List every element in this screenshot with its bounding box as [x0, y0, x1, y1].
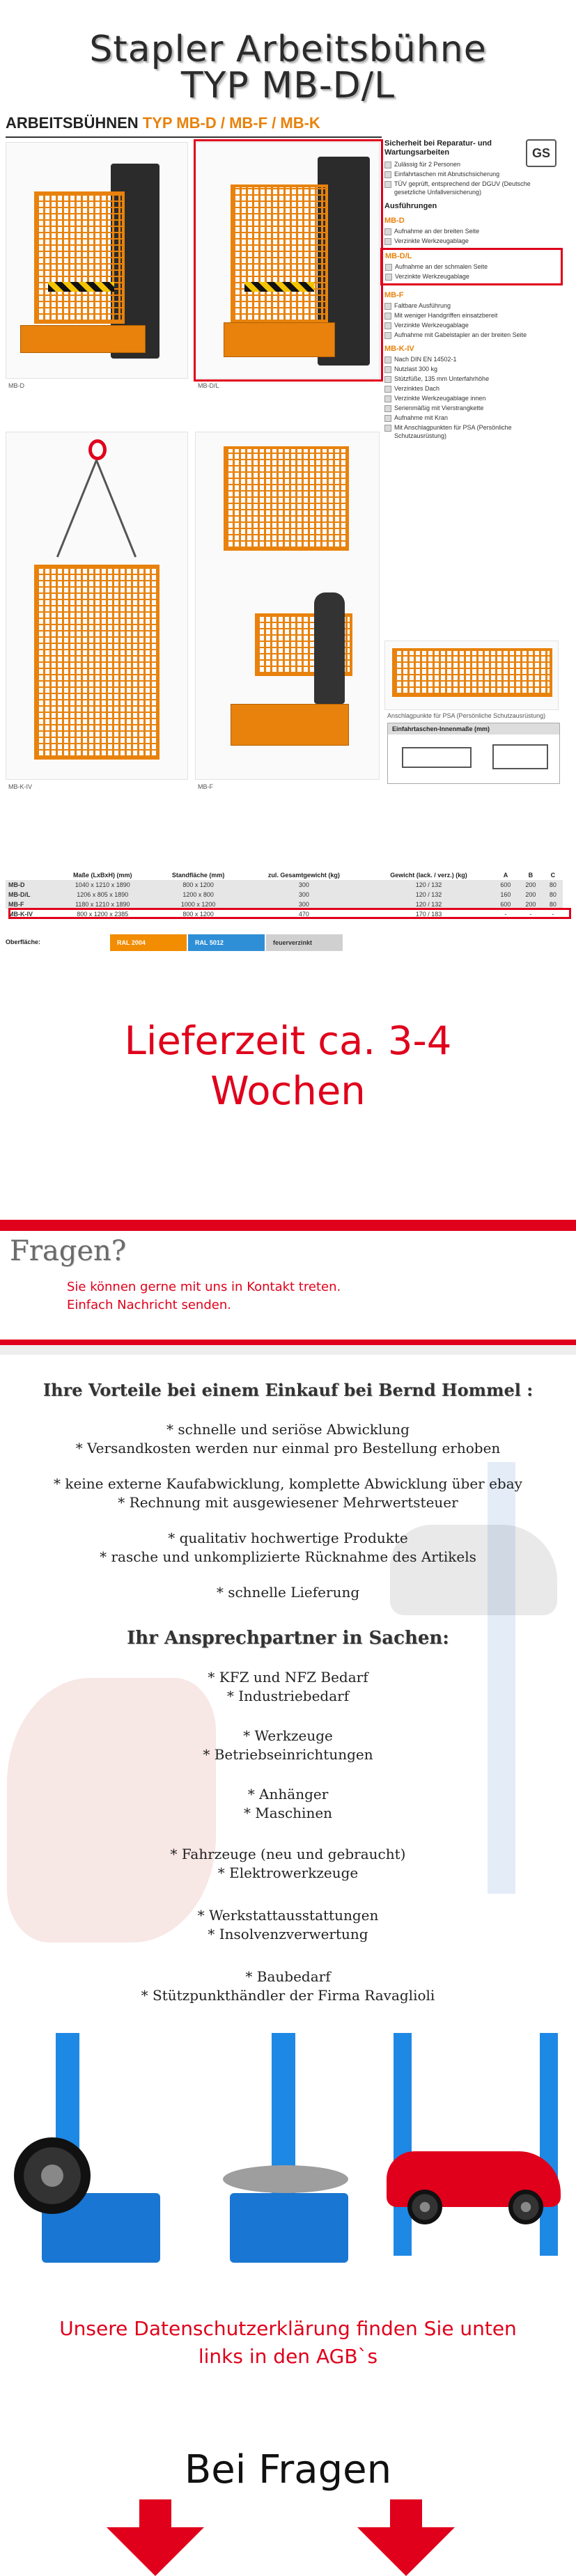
detail-caption: Anschlagpunkte für PSA (Persönliche Schutzausrüstung) — [387, 712, 546, 719]
photo-mb-d — [6, 142, 188, 389]
table-cell: 1040 x 1210 x 1890 — [52, 880, 153, 890]
cage-image — [34, 191, 125, 324]
partner-item: * Industriebedarf — [226, 1688, 350, 1704]
title-line-1: Stapler Arbeitsbühne — [89, 29, 487, 70]
benefit-item: * qualitativ hochwertige Produkte — [168, 1530, 408, 1546]
spec-item: Stützfüße, 135 mm Unterfahrhöhe — [384, 375, 559, 383]
benefits-heading: Ihre Vorteile bei einem Einkauf bei Bernd Hommel : — [42, 1380, 534, 1400]
table-cell: 200 — [518, 890, 543, 900]
worker-image — [314, 592, 345, 704]
dimension-drawing — [387, 723, 560, 784]
privacy-line-1: Unsere Datenschutzerklärung finden Sie unten — [59, 2317, 517, 2340]
surface-finish-row — [6, 933, 563, 952]
spec-item: Verzinktes Dach — [384, 384, 559, 393]
delivery-time-line-2: Wochen — [210, 1069, 366, 1114]
spec-heading: Sicherheit bei Reparatur- und Wartungsarbeiten — [384, 139, 492, 157]
section-mb-f-label: MB-F — [384, 291, 404, 299]
benefits-group — [0, 1420, 576, 1458]
bei-fragen-heading: Bei Fragen — [184, 2447, 392, 2492]
photo-mb-k-iv — [6, 432, 188, 790]
benefit-item: * keine externe Kaufabwicklung, komplette Abwicklung über ebay — [54, 1475, 522, 1492]
crane-hook-image — [88, 439, 107, 460]
photo-caption: MB-D — [8, 382, 24, 389]
benefit-item: * schnelle Lieferung — [216, 1584, 360, 1601]
spec-item: Zulässig für 2 Personen — [384, 160, 559, 168]
table-header: Gewicht (lack. / verz.) (kg) — [390, 872, 467, 879]
table-cell: 300 — [244, 900, 364, 909]
delivery-time-line-1: Lieferzeit ca. 3-4 — [124, 1019, 452, 1064]
cage-detail-image — [392, 648, 552, 697]
table-cell: 470 — [298, 911, 309, 918]
benefits-group — [0, 1583, 576, 1602]
photo-mb-f — [195, 432, 380, 790]
fragen-text — [67, 1278, 341, 1314]
table-cell: MB-D — [6, 880, 52, 890]
chain-image — [95, 460, 137, 557]
partner-item: * Baubedarf — [245, 1968, 331, 1985]
section-mb-d-label: MB-D — [384, 217, 405, 225]
ausfuehrungen-heading: Ausführungen — [384, 202, 437, 210]
divider-red — [0, 1220, 576, 1231]
cage-image — [34, 565, 159, 760]
spec-column — [384, 139, 559, 441]
partner-item: * Elektrowerkzeuge — [217, 1864, 359, 1881]
spec-item: Serienmäßig mit Vierstrangkette — [384, 404, 559, 412]
table-cell: 800 x 1200 — [153, 880, 243, 890]
benefits-group — [0, 1475, 576, 1512]
table-cell: - — [529, 911, 532, 918]
spec-item: Mit weniger Handgriffen einsatzbereit — [384, 311, 559, 320]
table-cell: 1000 x 1200 — [153, 900, 243, 909]
partner-item: * Maschinen — [243, 1805, 333, 1821]
partner-group — [0, 1845, 576, 1883]
spec-item: Faltbare Ausführung — [384, 301, 559, 310]
table-header: Standfläche (mm) — [171, 872, 225, 879]
benefit-item: * rasche und unkomplizierte Rücknahme des Artikels — [100, 1548, 476, 1565]
table-header-row — [6, 870, 563, 880]
table-cell: 170 / 183 — [415, 911, 442, 918]
spec-item: Verzinkte Werkzeugablage — [384, 321, 559, 329]
dimension-drawing-title: Einfahrtaschen-Innenmaße (mm) — [388, 723, 559, 735]
fragen-heading: Fragen? — [10, 1235, 127, 1267]
table-cell: 600 — [493, 900, 518, 909]
turntable-image — [223, 2165, 348, 2193]
benefit-item: * Rechnung mit ausgewiesener Mehrwertsteuer — [118, 1494, 458, 1511]
table-cell: - — [552, 911, 554, 918]
partner-item: * Insolvenzverwertung — [208, 1926, 368, 1942]
car-lift-image — [380, 2033, 568, 2270]
table-header: Maße (LxBxH) (mm) — [73, 872, 132, 879]
tyre-image — [14, 2137, 91, 2214]
divider-red — [0, 1340, 576, 1345]
color-swatch-ral-2004: RAL 2004 — [110, 934, 187, 951]
machine-base — [230, 2193, 348, 2263]
table-cell: 200 — [518, 900, 543, 909]
table-row — [6, 880, 563, 890]
partner-group — [0, 1968, 576, 2005]
table-cell: 1180 x 1210 x 1890 — [52, 900, 153, 909]
spec-item: Mit Anschlagpunkten für PSA (Persönliche Schutzausrüstung) — [384, 423, 559, 440]
benefits-group — [0, 1529, 576, 1566]
spec-item: Verzinkte Werkzeugablage — [384, 237, 559, 245]
spec-item: Verzinkte Werkzeugablage — [385, 272, 558, 281]
table-header — [6, 870, 52, 880]
tyre-changer-image — [14, 2033, 188, 2270]
car-wheel — [508, 2190, 543, 2224]
spec-item: Aufnahme an der breiten Seite — [384, 227, 559, 235]
spec-item: Aufnahme an der schmalen Seite — [385, 262, 558, 271]
spec-item: Nach DIN EN 14502-1 — [384, 355, 559, 363]
table-cell: 160 — [493, 890, 518, 900]
table-cell: 200 — [518, 880, 543, 890]
table-cell: 80 — [543, 880, 563, 890]
highlight-frame-table-row — [8, 908, 571, 919]
spec-item: Einfahrtaschen mit Abrutschsicherung — [384, 170, 559, 178]
arrow-head — [107, 2527, 204, 2576]
photo-caption: MB-D/L — [198, 382, 219, 389]
highlight-frame-mb-d-l — [380, 248, 563, 285]
partner-group — [0, 1668, 576, 1706]
table-cell: MB-F — [6, 900, 52, 909]
arrow-head — [357, 2527, 455, 2576]
tyre-changer-2-image — [209, 2033, 369, 2270]
lift-post — [394, 2033, 412, 2256]
detail-photo — [384, 641, 559, 719]
datasheet-heading-black: ARBEITSBÜHNEN — [6, 114, 143, 132]
table-cell: MB-D/L — [6, 890, 52, 900]
fragen-line-2: Einfach Nachricht senden. — [67, 1298, 231, 1312]
table-header: B — [528, 872, 534, 879]
page-title — [0, 0, 576, 111]
partner-item: * Anhänger — [247, 1786, 329, 1803]
drawing-shape — [402, 747, 472, 768]
table-cell: 800 x 1200 — [182, 911, 214, 918]
partner-heading: Ihr Ansprechpartner in Sachen: — [127, 1628, 449, 1649]
datasheet-heading — [6, 114, 320, 132]
partner-group — [0, 1785, 576, 1823]
fragen-line-1: Sie können gerne mit uns in Kontakt treten. — [67, 1280, 341, 1294]
partner-item: * KFZ und NFZ Bedarf — [208, 1669, 368, 1686]
table-cell: 120 / 132 — [364, 900, 493, 909]
heading-rule — [6, 136, 382, 138]
table-header: A — [503, 872, 508, 879]
car-wheel — [407, 2190, 442, 2224]
spec-table-wrap — [6, 870, 563, 919]
benefit-item: * Versandkosten werden nur einmal pro Bestellung erhoben — [75, 1440, 501, 1456]
spec-item: TÜV geprüft, entsprechend der DGUV (Deutsche gesetzliche Unfallversicherung) — [384, 180, 559, 196]
table-row-highlighted — [6, 890, 563, 900]
table-cell: 80 — [543, 900, 563, 909]
hazard-stripe — [48, 282, 114, 292]
partner-item: * Fahrzeuge (neu und gebraucht) — [170, 1846, 406, 1862]
color-swatch-galvanized: feuerverzinkt — [266, 934, 343, 951]
partner-item: * Werkstattausstattungen — [197, 1907, 379, 1924]
partner-item: * Werkzeuge — [243, 1727, 333, 1744]
delivery-time-notice — [0, 1016, 576, 1117]
table-cell: 120 / 132 — [364, 880, 493, 890]
table-cell: 80 — [543, 890, 563, 900]
table-cell: MB-K-IV — [8, 911, 33, 918]
partner-item: * Betriebseinrichtungen — [203, 1746, 373, 1763]
table-cell: 800 x 1200 x 2385 — [77, 911, 129, 918]
product-datasheet — [0, 111, 576, 975]
partner-group — [0, 1727, 576, 1764]
spec-item: Nutzlast 300 kg — [384, 365, 559, 373]
table-header: C — [550, 872, 556, 879]
surface-label: Oberfläche: — [6, 938, 41, 945]
title-line-2: TYP MB-D/L — [180, 65, 396, 107]
table-cell: 600 — [493, 880, 518, 890]
gs-certification-badge: GS — [526, 139, 556, 167]
privacy-notice — [0, 2315, 576, 2371]
chain-image — [56, 460, 98, 557]
table-header: zul. Gesamtgewicht (kg) — [267, 872, 340, 879]
section-mb-k-iv-label: MB-K-IV — [384, 345, 414, 353]
cage-image — [224, 446, 349, 551]
table-cell: 300 — [244, 890, 364, 900]
drawing-shape — [492, 744, 548, 769]
platform-image — [20, 325, 146, 353]
datasheet-heading-orange: TYP MB-D / MB-F / MB-K — [142, 114, 320, 132]
table-cell: 120 / 132 — [364, 890, 493, 900]
partner-group — [0, 1906, 576, 1944]
spec-item: Verzinkte Werkzeugablage innen — [384, 394, 559, 402]
table-cell: - — [504, 911, 507, 918]
photo-caption: MB-F — [198, 783, 213, 790]
partner-item: * Stützpunkthändler der Firma Ravaglioli — [141, 1987, 435, 2004]
privacy-line-2: links in den AGB`s — [198, 2345, 378, 2368]
spec-item: Aufnahme mit Gabelstapler an der breiten Seite — [384, 331, 559, 339]
section-mb-d-l-label: MB-D/L — [385, 252, 412, 260]
table-cell: 1200 x 800 — [153, 890, 243, 900]
benefit-item: * schnelle und seriöse Abwicklung — [166, 1421, 410, 1438]
table-cell: 300 — [244, 880, 364, 890]
highlight-frame — [194, 139, 383, 382]
table-cell: 1206 x 805 x 1890 — [52, 890, 153, 900]
lift-post — [540, 2033, 558, 2256]
spec-item: Aufnahme mit Kran — [384, 414, 559, 422]
platform-image — [231, 704, 349, 746]
photo-caption: MB-K-IV — [8, 783, 33, 790]
color-swatch-ral-5012: RAL 5012 — [188, 934, 265, 951]
